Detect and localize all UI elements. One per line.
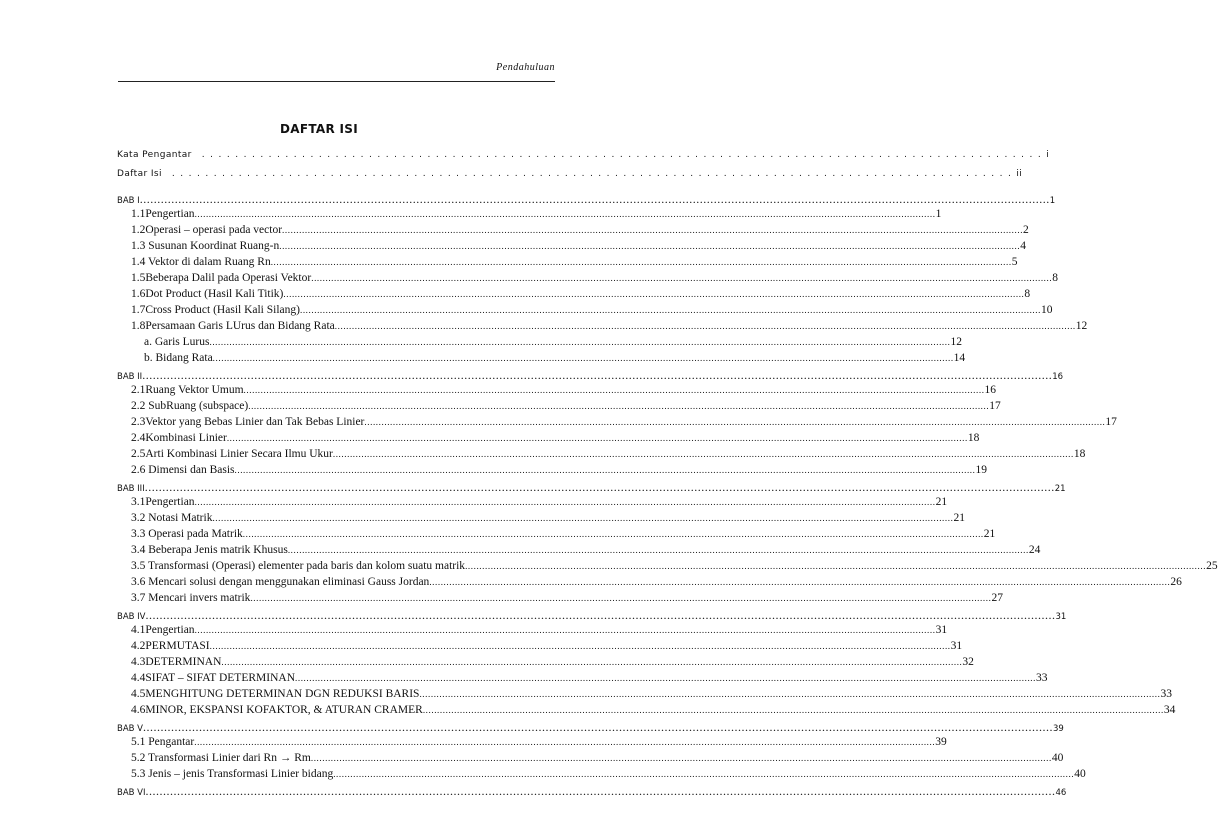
toc-section-entry[interactable] xyxy=(117,704,1176,720)
toc-entry-page: 40 xyxy=(1074,768,1086,780)
toc-entry-page: 39 xyxy=(935,736,947,748)
toc-entry-label: 4.2PERMUTASI xyxy=(131,640,210,652)
dot-leader: .................................................................................................................................................................................................................................................................... xyxy=(143,720,1053,734)
toc-section-entry[interactable] xyxy=(117,416,1117,432)
toc-entry-label: 1.2Operasi – operasi pada vector xyxy=(131,224,283,236)
toc-entry-label: 3.5 Transformasi (Operasi) elementer pada baris dan kolom suatu matrik xyxy=(131,560,466,572)
dot-leader: .................................................................................................................................................................................................................................................................... xyxy=(419,689,1161,699)
dot-leader: ..................................................................................................... xyxy=(201,150,1047,160)
toc-entry-page: 12 xyxy=(950,336,962,348)
toc-entry-page: 16 xyxy=(984,384,997,396)
dot-leader: .................................................................................................................................................................................................................................................................... xyxy=(209,641,951,651)
dot-leader: .................................................................................................................................................................................................................................................................... xyxy=(242,529,984,539)
toc-entry-page: 1 xyxy=(935,208,942,220)
toc-entry-label: BAB V xyxy=(117,724,143,734)
toc-entry-page: 8 xyxy=(1052,272,1058,284)
toc-entry-list xyxy=(117,192,1218,800)
toc-section-entry[interactable] xyxy=(117,320,1088,336)
dot-leader: .................................................................................................................................................................................................................................................................... xyxy=(194,625,936,635)
toc-section-entry[interactable] xyxy=(117,448,1086,464)
dot-leader: .................................................................................................................................................................................................................................................................... xyxy=(212,353,954,363)
toc-entry-label: 3.3 Operasi pada Matrik xyxy=(131,528,243,540)
toc-section-entry[interactable] xyxy=(117,304,1053,320)
toc-entry-page: 40 xyxy=(1051,752,1064,764)
toc-entry-label: 4.4SIFAT – SIFAT DETERMINAN xyxy=(131,672,295,684)
dot-leader: .................................................................................................................................................................................................................................................................... xyxy=(279,241,1021,251)
dot-leader: .................................................................................................................................................................................................................................................................... xyxy=(234,465,976,475)
toc-entry-kata-pengantar[interactable] xyxy=(117,150,1050,169)
toc-entry-page: 4 xyxy=(1020,240,1026,252)
dot-leader: .................................................................................................................................................................................................................................................................... xyxy=(364,417,1106,427)
dot-leader: .................................................................................................................................................................................................................................................................... xyxy=(422,705,1164,715)
toc-section-entry[interactable] xyxy=(117,256,1018,272)
toc-entry-page: 25 xyxy=(1206,560,1218,572)
toc-entry-label: 4.1Pengertian xyxy=(131,624,195,636)
toc-section-entry[interactable] xyxy=(117,432,980,448)
toc-chapter-entry[interactable] xyxy=(117,720,1064,736)
toc-entry-page: 14 xyxy=(953,352,966,364)
toc-chapter-entry[interactable] xyxy=(117,784,1067,800)
toc-section-entry[interactable] xyxy=(117,352,966,368)
toc-entry-page: 12 xyxy=(1075,320,1088,332)
dot-leader: .................................................................................................................................................................................................................................................................... xyxy=(248,401,990,411)
toc-entry-page: 2 xyxy=(1023,224,1029,236)
toc-entry-page: i xyxy=(1046,150,1050,160)
dot-leader: .................................................................................................................................................................................................................................................................... xyxy=(465,561,1207,571)
toc-entry-label: 1.4 Vektor di dalam Ruang Rn xyxy=(131,256,271,268)
toc-entry-label: BAB VI xyxy=(117,788,146,798)
dot-leader: .................................................................................................................................................................................................................................................................... xyxy=(209,337,951,347)
toc-entry-label: 2.2 SubRuang (subspace) xyxy=(131,400,249,412)
dot-leader: ..................................................................................................... xyxy=(171,169,1017,179)
dot-leader: .................................................................................................................................................................................................................................................................... xyxy=(145,784,1056,798)
toc-chapter-entry[interactable] xyxy=(117,192,1056,208)
toc-section-entry[interactable] xyxy=(117,768,1086,784)
toc-entry-daftar-isi[interactable] xyxy=(117,169,1023,188)
toc-entry-label: b. Bidang Rata xyxy=(144,352,213,364)
toc-entry-label: 3.4 Beberapa Jenis matrik Khusus xyxy=(131,544,288,556)
table-of-contents xyxy=(117,150,1218,800)
toc-section-entry[interactable] xyxy=(117,528,996,544)
toc-entry-label: 3.7 Mencari invers matrik xyxy=(131,592,251,604)
toc-entry-page: 31 xyxy=(950,640,963,652)
toc-entry-label: 1.1Pengertian xyxy=(131,208,195,220)
toc-entry-page: 19 xyxy=(975,464,987,476)
toc-entry-label: 2.3Vektor yang Bebas Linier dan Tak Bebas Linier xyxy=(131,416,365,428)
dot-leader: .................................................................................................................................................................................................................................................................... xyxy=(145,608,1056,622)
toc-entry-page: 21 xyxy=(983,528,996,540)
toc-entry-label: 1.6Dot Product (Hasil Kali Titik) xyxy=(131,288,284,300)
toc-entry-page: 21 xyxy=(953,512,965,524)
toc-entry-page: 31 xyxy=(935,624,948,636)
toc-entry-label: 3.2 Notasi Matrik xyxy=(131,512,213,524)
toc-section-entry[interactable] xyxy=(117,592,1003,608)
toc-entry-page: 1 xyxy=(1049,196,1056,206)
toc-entry-label: 2.1Ruang Vektor Umum xyxy=(131,384,244,396)
toc-entry-label: BAB IV xyxy=(117,612,146,622)
toc-entry-label: Kata Pengantar xyxy=(117,150,192,160)
toc-entry-page: 32 xyxy=(962,656,974,668)
toc-section-entry[interactable] xyxy=(117,672,1048,688)
toc-section-entry[interactable] xyxy=(117,688,1172,704)
toc-section-entry[interactable] xyxy=(117,224,1029,240)
dot-leader: .................................................................................................................................................................................................................................................................... xyxy=(139,192,1050,206)
dot-leader: .................................................................................................................................................................................................................................................................... xyxy=(299,305,1041,315)
toc-entry-page: 33 xyxy=(1036,672,1048,684)
toc-entry-page: 33 xyxy=(1160,688,1172,700)
toc-entry-label: 3.6 Mencari solusi dengan menggunakan eliminasi Gauss Jordan xyxy=(131,576,430,588)
dot-leader: .................................................................................................................................................................................................................................................................... xyxy=(194,737,936,747)
toc-entry-page: 16 xyxy=(1052,372,1064,382)
dot-leader: .................................................................................................................................................................................................................................................................... xyxy=(334,321,1076,331)
toc-chapter-entry[interactable] xyxy=(117,480,1066,496)
toc-entry-page: 39 xyxy=(1053,724,1064,734)
toc-entry-page: 18 xyxy=(967,432,980,444)
toc-section-entry[interactable] xyxy=(117,336,962,352)
toc-entry-label: BAB III xyxy=(117,484,145,494)
dot-leader: .................................................................................................................................................................................................................................................................... xyxy=(270,257,1012,267)
toc-entry-page: ii xyxy=(1016,169,1023,179)
toc-entry-label: 2.4Kombinasi Linier xyxy=(131,432,227,444)
toc-entry-page: 17 xyxy=(989,400,1001,412)
toc-entry-page: 26 xyxy=(1170,576,1182,588)
toc-entry-label: 3.1Pengertian xyxy=(131,496,195,508)
toc-entry-label: 4.5MENGHITUNG DETERMINAN DGN REDUKSI BARIS xyxy=(131,688,420,700)
toc-entry-page: 10 xyxy=(1040,304,1053,316)
dot-leader: .................................................................................................................................................................................................................................................................... xyxy=(295,673,1036,683)
dot-leader: .................................................................................................................................................................................................................................................................... xyxy=(283,289,1025,299)
dot-leader: .................................................................................................................................................................................................................................................................... xyxy=(333,769,1075,779)
toc-section-entry[interactable] xyxy=(117,544,1041,560)
toc-section-entry[interactable] xyxy=(117,576,1182,592)
toc-section-entry[interactable] xyxy=(117,208,942,224)
toc-entry-page: 24 xyxy=(1028,544,1041,556)
toc-entry-label: 1.5Beberapa Dalil pada Operasi Vektor xyxy=(131,272,312,284)
toc-section-entry[interactable] xyxy=(117,624,948,640)
dot-leader: .................................................................................................................................................................................................................................................................... xyxy=(212,513,954,523)
toc-section-entry[interactable] xyxy=(117,288,1031,304)
page-title: DAFTAR ISI xyxy=(280,122,358,136)
toc-section-entry[interactable] xyxy=(117,752,1064,768)
toc-section-entry[interactable] xyxy=(117,400,1001,416)
toc-section-entry[interactable] xyxy=(117,656,974,672)
dot-leader: .................................................................................................................................................................................................................................................................... xyxy=(429,577,1171,587)
dot-leader: .................................................................................................................................................................................................................................................................... xyxy=(221,657,963,667)
toc-entry-page: 34 xyxy=(1163,704,1176,716)
toc-entry-label: 1.7Cross Product (Hasil Kali Silang) xyxy=(131,304,300,316)
toc-entry-label: 4.6MINOR, EKSPANSI KOFAKTOR, & ATURAN CRAMER xyxy=(131,704,423,716)
toc-section-entry[interactable] xyxy=(117,496,948,512)
toc-entry-label: 1.8Persamaan Garis LUrus dan Bidang Rata xyxy=(131,320,335,332)
dot-leader: .................................................................................................................................................................................................................................................................... xyxy=(332,449,1074,459)
toc-entry-page: 5 xyxy=(1011,256,1018,268)
running-header: Pendahuluan xyxy=(496,62,555,73)
toc-entry-page: 27 xyxy=(991,592,1003,604)
dot-leader: .................................................................................................................................................................................................................................................................... xyxy=(310,753,1052,763)
toc-entry-label: 5.1 Pengantar xyxy=(131,736,195,748)
toc-entry-label: 5.3 Jenis – jenis Transformasi Linier bidang xyxy=(131,768,334,780)
toc-entry-label: 1.3 Susunan Koordinat Ruang-n xyxy=(131,240,280,252)
toc-entry-label: 4.3DETERMINAN xyxy=(131,656,222,668)
toc-section-entry[interactable] xyxy=(117,512,965,528)
toc-entry-page: 21 xyxy=(935,496,948,508)
dot-leader: .................................................................................................................................................................................................................................................................... xyxy=(311,273,1053,283)
toc-section-entry[interactable] xyxy=(117,240,1026,256)
toc-section-entry[interactable] xyxy=(117,640,963,656)
toc-entry-label: BAB II xyxy=(117,372,143,382)
toc-section-entry[interactable] xyxy=(117,272,1058,288)
dot-leader: .................................................................................................................................................................................................................................................................... xyxy=(194,497,936,507)
dot-leader: .................................................................................................................................................................................................................................................................... xyxy=(287,545,1029,555)
toc-entry-label: a. Garis Lurus xyxy=(144,336,210,348)
dot-leader: .................................................................................................................................................................................................................................................................... xyxy=(243,385,985,395)
toc-entry-page: 17 xyxy=(1105,416,1117,428)
toc-entry-page: 31 xyxy=(1055,612,1067,622)
dot-leader: .................................................................................................................................................................................................................................................................... xyxy=(250,593,992,603)
dot-leader: .................................................................................................................................................................................................................................................................... xyxy=(142,368,1053,382)
toc-section-entry[interactable] xyxy=(117,736,947,752)
toc-entry-page: 18 xyxy=(1073,448,1086,460)
dot-leader: .................................................................................................................................................................................................................................................................... xyxy=(194,209,936,219)
dot-leader: .................................................................................................................................................................................................................................................................... xyxy=(226,433,968,443)
toc-entry-page: 21 xyxy=(1054,484,1066,494)
toc-section-entry[interactable] xyxy=(117,384,997,400)
toc-entry-page: 46 xyxy=(1055,788,1067,798)
toc-entry-label: 5.2 Transformasi Linier dari Rn → Rm xyxy=(131,752,311,764)
toc-section-entry[interactable] xyxy=(117,464,987,480)
toc-entry-label: 2.5Arti Kombinasi Linier Secara Ilmu Ukur xyxy=(131,448,333,460)
toc-entry-label: BAB I xyxy=(117,196,140,206)
dot-leader: .................................................................................................................................................................................................................................................................... xyxy=(144,480,1055,494)
dot-leader: .................................................................................................................................................................................................................................................................... xyxy=(282,225,1024,235)
toc-entry-page: 8 xyxy=(1024,288,1031,300)
toc-entry-label: 2.6 Dimensi dan Basis xyxy=(131,464,235,476)
toc-chapter-entry[interactable] xyxy=(117,608,1067,624)
header-rule xyxy=(118,81,555,82)
toc-entry-label: Daftar Isi xyxy=(117,169,162,179)
toc-chapter-entry[interactable] xyxy=(117,368,1064,384)
toc-section-entry[interactable] xyxy=(117,560,1218,576)
